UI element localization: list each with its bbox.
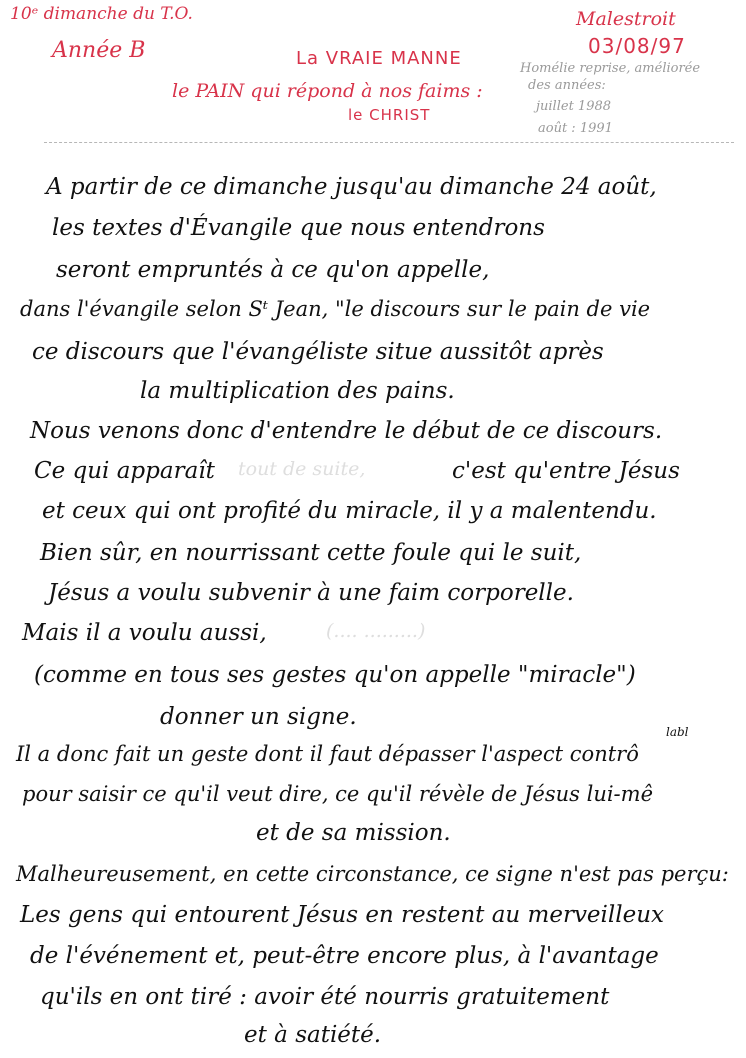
header-title-line-3: le CHRIST: [348, 106, 431, 124]
header-sunday-label: 10ᵉ dimanche du T.O.: [10, 4, 193, 24]
faint-erased-words: (.... .........): [326, 620, 426, 642]
body-line: qu'ils en ont tiré : avoir été nourris gratuitement: [40, 984, 610, 1010]
body-line: Ce qui apparaît: [34, 458, 215, 484]
body-line: et à satiété.: [244, 1022, 382, 1048]
margin-note: labl: [666, 725, 689, 739]
body-line: et ceux qui ont profité du miracle, il y a malentendu.: [42, 498, 657, 524]
body-line: dans l'évangile selon Sᵗ Jean, "le discours sur le pain de vie: [20, 297, 651, 321]
header-year-label: Année B: [52, 38, 146, 63]
body-line: Bien sûr, en nourrissant cette foule qui le suit,: [40, 540, 582, 566]
body-line: donner un signe.: [160, 704, 357, 730]
header-note-line-2: des années:: [528, 78, 606, 93]
body-line: les textes d'Évangile que nous entendrons: [52, 215, 545, 241]
body-line: (comme en tous ses gestes qu'on appelle "miracle"): [34, 662, 636, 688]
header-place: Malestroit: [576, 8, 676, 30]
header-note-line-3: juillet 1988: [536, 99, 612, 114]
header-date: 03/08/97: [588, 34, 686, 58]
header-title-line-1: La VRAIE MANNE: [296, 48, 462, 69]
header-note-line-4: août : 1991: [538, 121, 613, 136]
body-line: A partir de ce dimanche jusqu'au dimanche 24 août,: [46, 174, 657, 200]
body-line: Malheureusement, en cette circonstance, ce signe n'est pas perçu:: [16, 862, 729, 886]
body-line: Jésus a voulu subvenir à une faim corporelle.: [48, 580, 574, 606]
header-divider: [44, 142, 734, 143]
body-line: Mais il a voulu aussi,: [22, 620, 267, 646]
body-line: pour saisir ce qu'il veut dire, ce qu'il révèle de Jésus lui-mê: [22, 782, 653, 806]
body-line: Les gens qui entourent Jésus en restent au merveilleux: [20, 902, 665, 928]
header-note-line-1: Homélie reprise, améliorée: [520, 61, 701, 76]
body-line: ce discours que l'évangéliste situe aussitôt après: [32, 339, 604, 365]
body-line: Nous venons donc d'entendre le début de ce discours.: [30, 418, 663, 444]
body-line: la multiplication des pains.: [140, 378, 455, 404]
body-line: et de sa mission.: [256, 820, 451, 846]
body-line: Il a donc fait un geste dont il faut dépasser l'aspect contrô: [16, 742, 639, 766]
faint-erased-words: tout de suite,: [238, 458, 366, 480]
header-title-line-2: le PAIN qui répond à nos faims :: [172, 80, 483, 102]
body-line: de l'événement et, peut-être encore plus, à l'avantage: [30, 943, 659, 969]
body-line: c'est qu'entre Jésus: [452, 458, 680, 484]
body-line: seront empruntés à ce qu'on appelle,: [56, 257, 490, 283]
